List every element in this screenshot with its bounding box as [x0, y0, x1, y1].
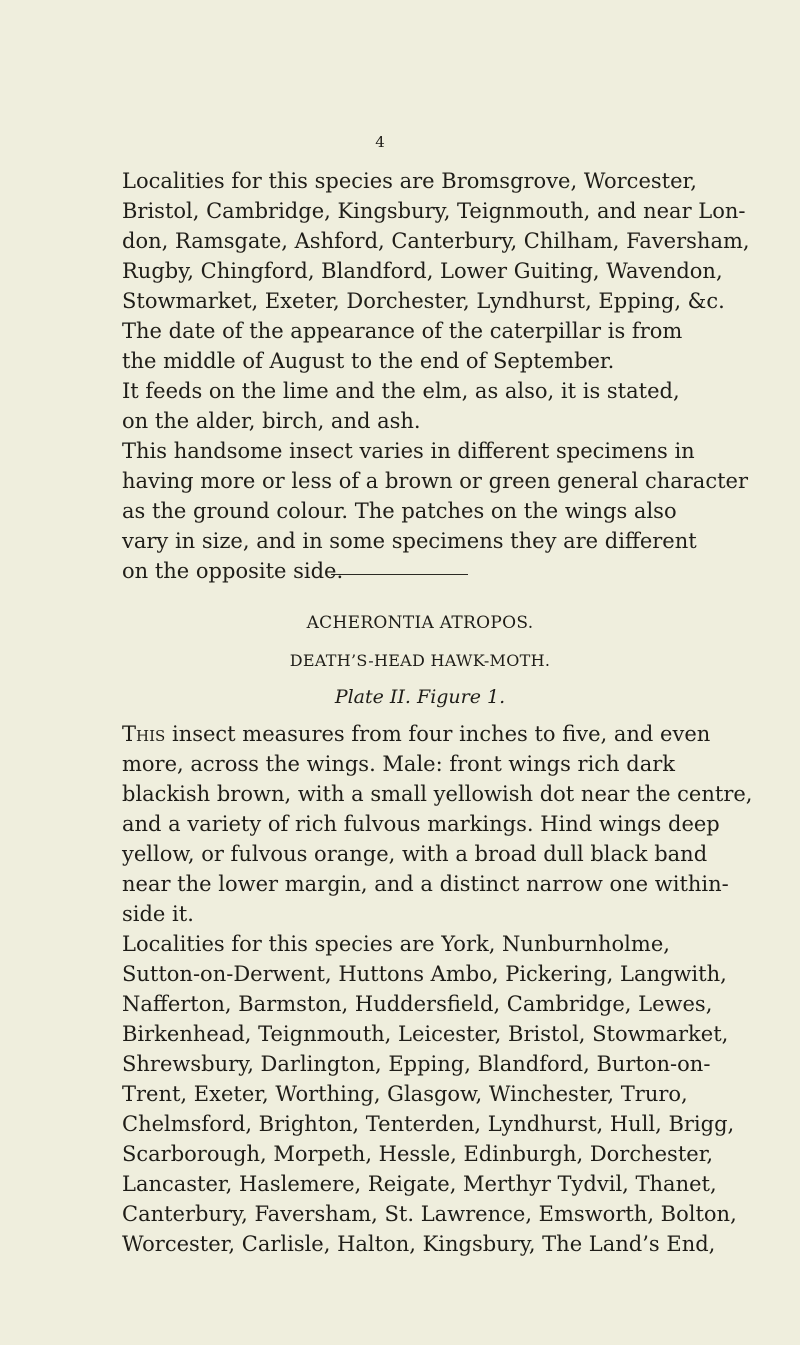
- text-line: Worcester, Carlisle, Halton, Kingsbury, The Land’s End,: [122, 1232, 716, 1256]
- text-line: Birkenhead, Teignmouth, Leicester, Bristol, Stowmarket,: [122, 1022, 729, 1046]
- text-line: Stowmarket, Exeter, Dorchester, Lyndhurst, Epping, &c.: [122, 289, 725, 313]
- section-divider: [331, 574, 468, 575]
- text-line: Lancaster, Haslemere, Reigate, Merthyr Tydvil, Thanet,: [122, 1172, 717, 1196]
- text-line: yellow, or fulvous orange, with a broad dull black band: [122, 842, 708, 866]
- text-line: having more or less of a brown or green general character: [122, 469, 748, 493]
- text-line: side it.: [122, 902, 194, 926]
- plate-reference: Plate II. Figure 1.: [334, 686, 506, 708]
- text-line: near the lower margin, and a distinct narrow one within-: [122, 872, 729, 896]
- species-notes-section: [122, 166, 750, 586]
- text-line: Canterbury, Faversham, St. Lawrence, Emsworth, Bolton,: [122, 1202, 737, 1226]
- text-line: Shrewsbury, Darlington, Epping, Blandford, Burton-on-: [122, 1052, 711, 1076]
- species-heading: ACHERONTIA ATROPOS.: [306, 613, 534, 633]
- text-line: on the opposite side.: [122, 559, 344, 583]
- text-line: Scarborough, Morpeth, Hessle, Edinburgh, Dorchester,: [122, 1142, 714, 1166]
- text-line: [122, 719, 718, 749]
- text-line: Localities for this species are Bromsgrove, Worcester,: [122, 169, 697, 193]
- text-line: blackish brown, with a small yellowish dot near the centre,: [122, 782, 753, 806]
- text-line: Sutton-on-Derwent, Huttons Ambo, Pickering, Langwith,: [122, 962, 727, 986]
- text-line: Bristol, Cambridge, Kingsbury, Teignmouth, and near Lon-: [122, 199, 746, 223]
- text-line: Rugby, Chingford, Blandford, Lower Guiting, Wavendon,: [122, 259, 723, 283]
- text-fragment: insect measures from four inches to five, and even: [165, 722, 711, 746]
- text-line: as the ground colour. The patches on the wings also: [122, 499, 677, 523]
- text-line: It feeds on the lime and the elm, as also, it is stated,: [122, 379, 680, 403]
- text-line: Chelmsford, Brighton, Tenterden, Lyndhurst, Hull, Brigg,: [122, 1112, 735, 1136]
- text-line: more, across the wings. Male: front wings rich dark: [122, 752, 675, 776]
- text-line: Localities for this species are York, Nunburnholme,: [122, 932, 670, 956]
- text-line: Nafferton, Barmston, Huddersfield, Cambridge, Lewes,: [122, 992, 713, 1016]
- text-line: and a variety of rich fulvous markings. Hind wings deep: [122, 812, 720, 836]
- text-line: The date of the appearance of the caterpillar is from: [122, 319, 683, 343]
- text-line: on the alder, birch, and ash.: [122, 409, 421, 433]
- common-name-heading: DEATH’S-HEAD HAWK-MOTH.: [289, 651, 551, 670]
- drop-word: This: [122, 722, 166, 746]
- text-line: Trent, Exeter, Worthing, Glasgow, Winchester, Truro,: [122, 1082, 688, 1106]
- text-line: vary in size, and in some specimens they are different: [122, 529, 697, 553]
- species-description-section: [122, 719, 753, 1259]
- text-line: This handsome insect varies in different specimens in: [122, 439, 695, 463]
- text-line: don, Ramsgate, Ashford, Canterbury, Chilham, Faversham,: [122, 229, 750, 253]
- page-number: 4: [375, 133, 385, 151]
- text-line: the middle of August to the end of September.: [122, 349, 615, 373]
